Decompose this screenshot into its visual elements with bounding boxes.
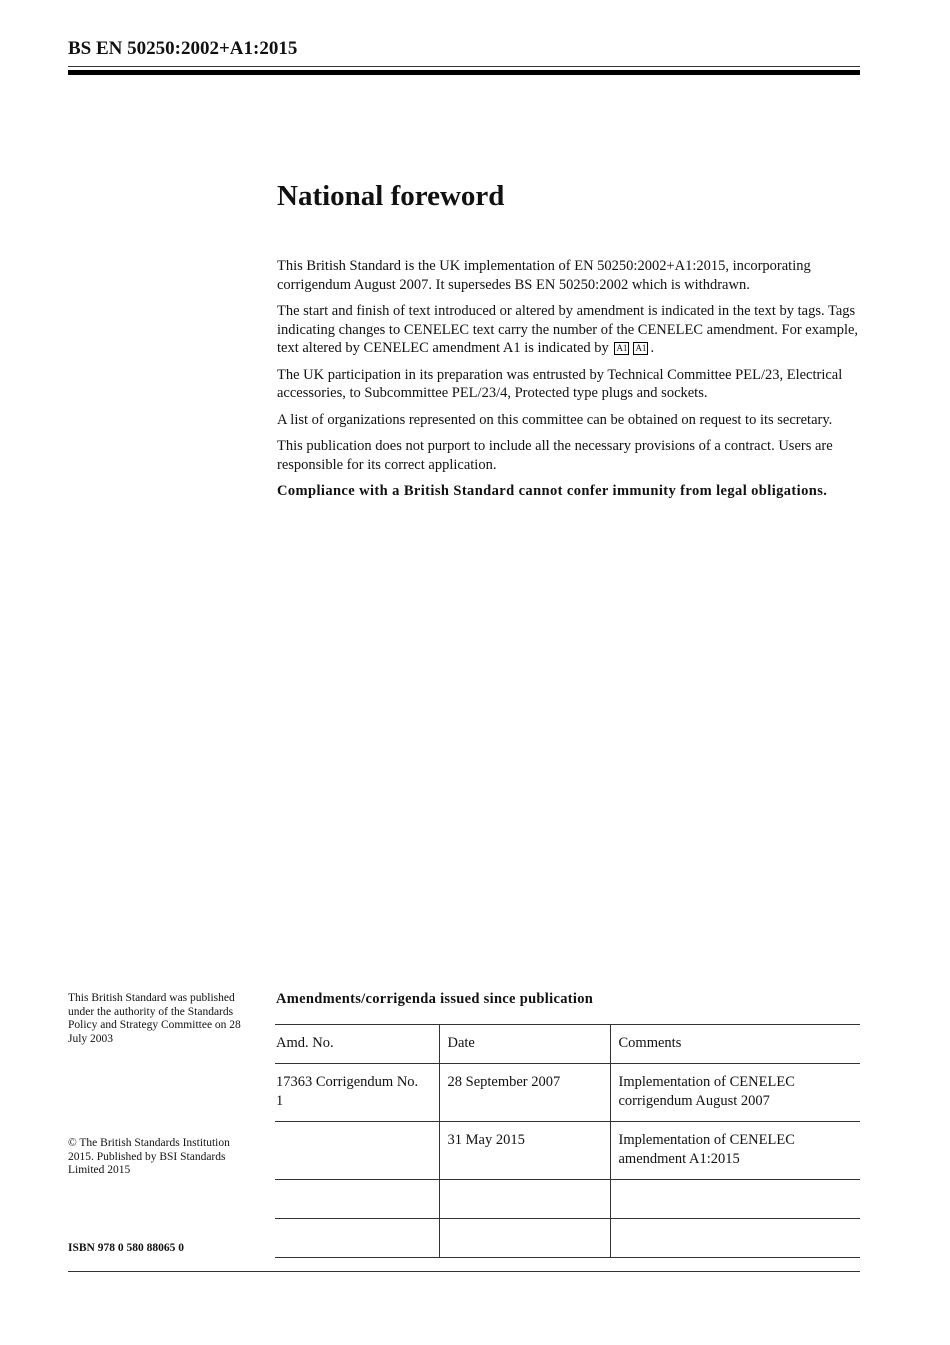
paragraph: This British Standard is the UK implementation of EN 50250:2002+A1:2015, incorporating corrigendum August 2007. It supersedes BS EN 50250:2002 which is withdrawn. [277, 258, 811, 293]
comments-cell: Implementation of CENELEC amendment A1:2015 [610, 1122, 860, 1180]
paragraph: This publication does not purport to include all the necessary provisions of a contract. Users are responsible for its correct application. [277, 438, 833, 473]
header-thin-rule [68, 66, 860, 67]
column-header: Amd. No. [275, 1025, 439, 1064]
amendment-end-tag-icon: A1 [635, 343, 647, 353]
amendments-table [275, 1024, 860, 1258]
publication-authority: This British Standard was published under the authority of the Standards Policy and Strategy Committee on 28 July 2003 [68, 992, 241, 1045]
copyright-notice: © The British Standards Institution 2015. Published by BSI Standards Limited 2015 [68, 1137, 230, 1176]
paragraph: A list of organizations represented on this committee can be obtained on request to its secretary. [277, 411, 833, 428]
amendment-start-tag-icon: A1 [616, 343, 628, 353]
document-id: BS EN 50250:2002+A1:2015 [68, 38, 298, 59]
table-row [275, 1064, 860, 1122]
column-header: Comments [610, 1025, 860, 1064]
date-cell [439, 1180, 610, 1219]
paragraph-amendment-tags: The start and finish of text introduced or altered by amendment is indicated in the text by tags. Tags indicating changes to CENELEC text carry the number of the CENELEC amendment. For example, text altered by CENELEC amendment A1 is indicated by A1 A1 . [277, 303, 859, 356]
foreword-body [277, 257, 867, 509]
comments-cell: Implementation of CENELEC corrigendum August 2007 [610, 1064, 860, 1122]
amd-no-cell [275, 1219, 439, 1258]
amd-no-cell: 17363 Corrigendum No. 1 [275, 1064, 439, 1122]
date-cell [439, 1219, 610, 1258]
comments-cell [610, 1219, 860, 1258]
amd-no-cell [275, 1122, 439, 1180]
compliance-statement: Compliance with a British Standard cannot confer immunity from legal obligations. [277, 483, 828, 499]
isbn: ISBN 978 0 580 88065 0 [68, 1242, 184, 1254]
footer-rule [68, 1271, 860, 1272]
amd-no-cell [275, 1180, 439, 1219]
date-cell: 28 September 2007 [439, 1064, 610, 1122]
table-row [275, 1122, 860, 1180]
header-thick-rule [68, 70, 860, 75]
amendments-heading: Amendments/corrigenda issued since publication [276, 991, 594, 1007]
comments-cell [610, 1180, 860, 1219]
table-row [275, 1180, 860, 1219]
column-header: Date [439, 1025, 610, 1064]
table-row [275, 1219, 860, 1258]
table-header-row [275, 1025, 860, 1064]
date-cell: 31 May 2015 [439, 1122, 610, 1180]
paragraph: The UK participation in its preparation was entrusted by Technical Committee PEL/23, Electrical accessories, to Subcommittee PEL/23/4, Protected type plugs and sockets. [277, 366, 843, 401]
page-title: National foreword [277, 180, 505, 212]
